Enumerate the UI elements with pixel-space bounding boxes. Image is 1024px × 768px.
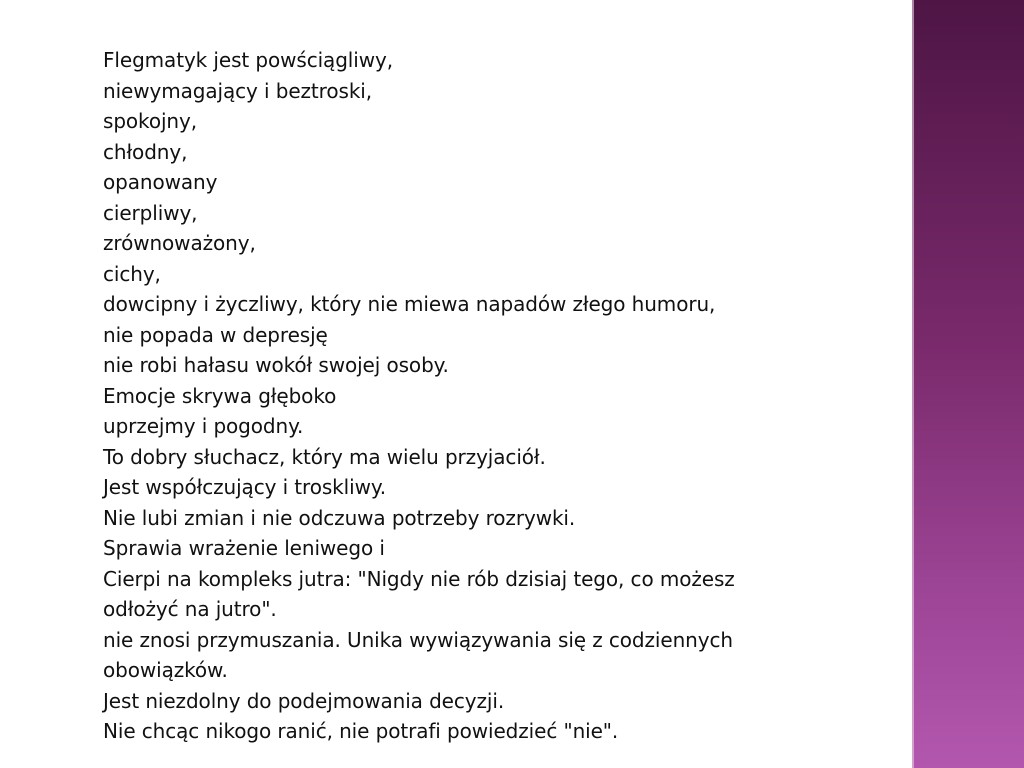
text-line: cichy, <box>103 261 161 286</box>
text-line: Sprawia wrażenie leniwego i <box>103 536 385 560</box>
slide-body-text <box>103 45 883 747</box>
text-line: cierpliwy, <box>103 200 198 225</box>
text-line: chłodny, <box>103 139 188 164</box>
text-line: nie robi hałasu wokół swojej osoby. <box>103 353 449 377</box>
text-line: Emocje skrywa głęboko <box>103 383 337 408</box>
text-line: Cierpi na kompleks jutra: "Nigdy nie rób dzisiaj tego, co możesz <box>103 566 735 591</box>
text-line: Flegmatyk jest powściągliwy, <box>103 48 393 72</box>
side-band-edge <box>912 0 914 768</box>
text-line: Nie lubi zmian i nie odczuwa potrzeby rozrywki. <box>103 505 576 530</box>
text-line: Jest współczujący i troskliwy. <box>103 475 386 499</box>
text-line: opanowany <box>103 170 218 194</box>
text-line: nie znosi przymuszania. Unika wywiązywania się z codziennych <box>103 627 733 652</box>
text-line: odłożyć na jutro". <box>103 597 277 621</box>
text-line: nie popada w depresję <box>103 322 328 347</box>
text-line: niewymagający i beztroski, <box>103 78 373 103</box>
decorative-side-band <box>912 0 1024 768</box>
text-line: obowiązków. <box>103 658 228 682</box>
text-line: zrównoważony, <box>103 231 256 255</box>
text-line: Jest niezdolny do podejmowania decyzji. <box>103 688 505 713</box>
text-line: spokojny, <box>103 109 197 133</box>
text-line: dowcipny i życzliwy, który nie miewa napadów złego humoru, <box>103 292 716 316</box>
text-line: To dobry słuchacz, który ma wielu przyjaciół. <box>103 444 546 469</box>
text-line: Nie chcąc nikogo ranić, nie potrafi powiedzieć "nie". <box>103 719 619 743</box>
text-line: uprzejmy i pogodny. <box>103 414 304 438</box>
